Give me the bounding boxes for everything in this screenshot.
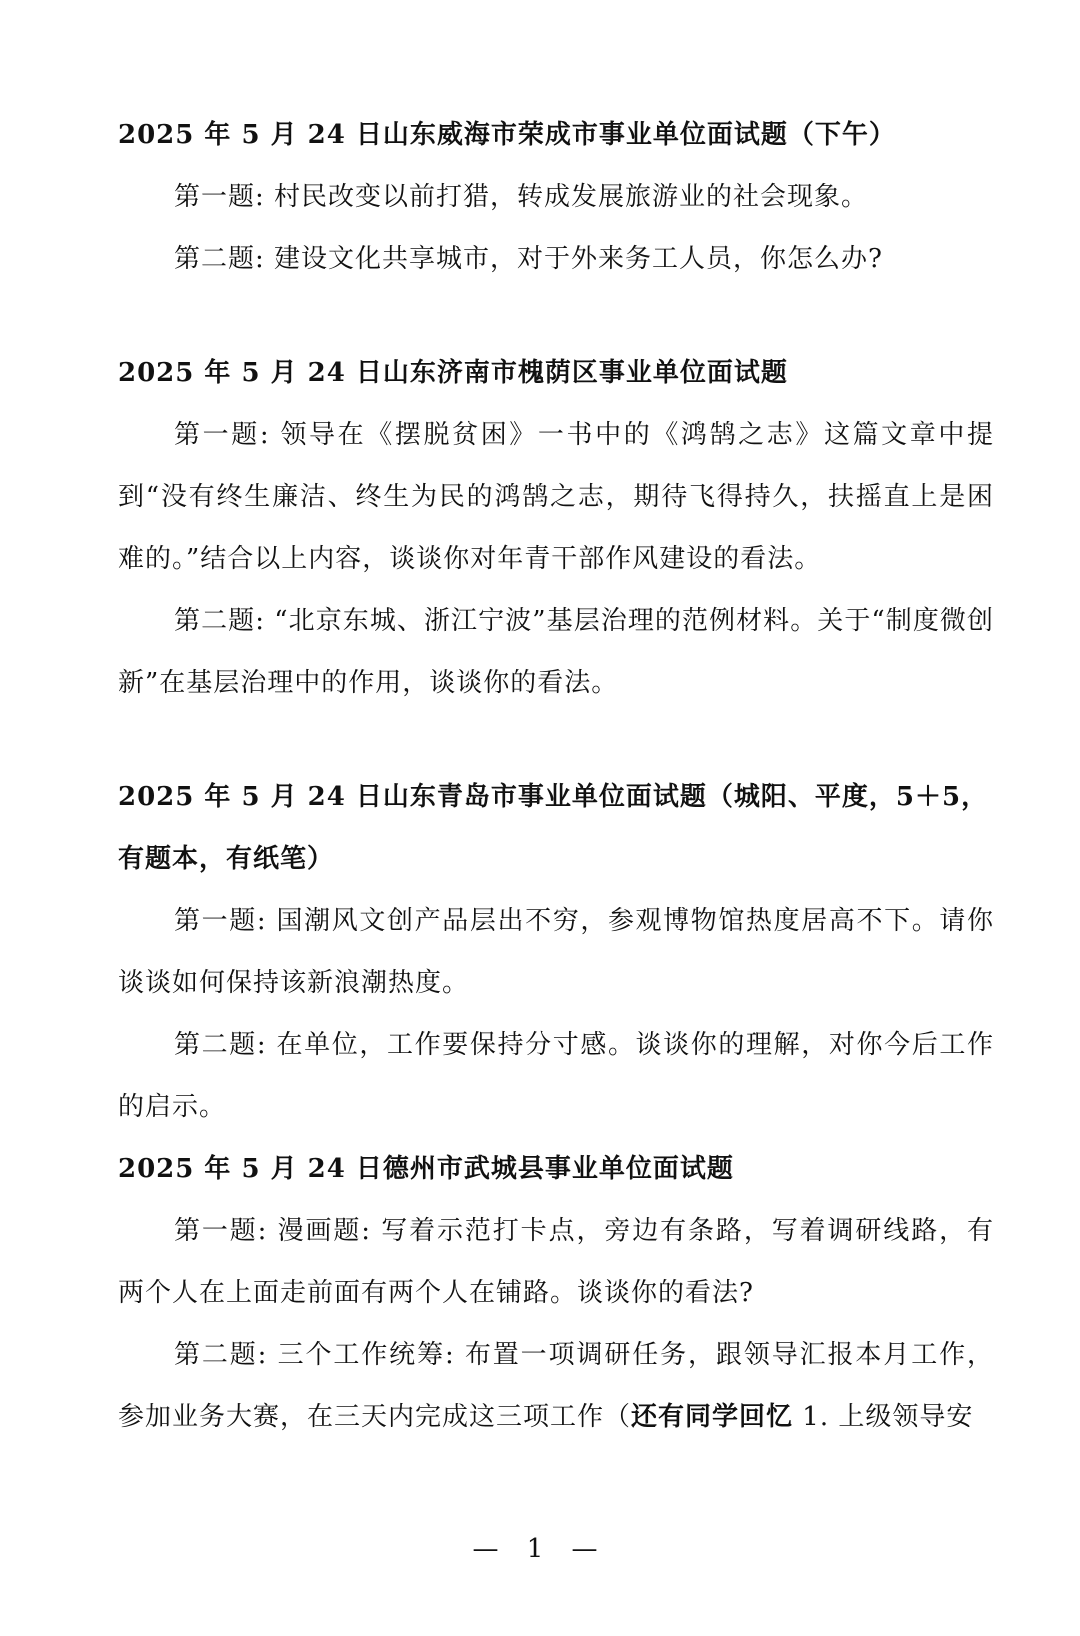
section-4-question-2-text: 第二题: 三个工作统筹: 布置一项调研任务，跟领导汇报本月工作，参加业务大赛，在三天内完成这三项工作（ xyxy=(118,1340,994,1432)
section-4-question-2-continuation: 1. 上级领导安 xyxy=(793,1402,974,1432)
section-spacer xyxy=(118,714,994,766)
section-3-title: 2025 年 5 月 24 日山东青岛市事业单位面试题（城阳、平度，5＋5，有题本，有纸笔） xyxy=(118,782,989,874)
section-1-title: 2025 年 5 月 24 日山东威海市荣成市事业单位面试题（下午） xyxy=(118,120,896,150)
section-4-question-2 xyxy=(118,1324,994,1448)
section-2-question-2: 第二题: “北京东城、浙江宁波”基层治理的范例材料。关于“制度微创新”在基层治理中的作用，谈谈你的看法。 xyxy=(118,606,994,698)
section-2-question-1: 第一题: 领导在《摆脱贫困》一书中的《鸿鹄之志》这篇文章中提到“没有终生廉洁、终生为民的鸿鹄之志，期待飞得持久，扶摇直上是困难的。”结合以上内容，谈谈你对年青干部作风建设的看法。 xyxy=(118,420,994,574)
section-3-question-2: 第二题: 在单位，工作要保持分寸感。谈谈你的理解，对你今后工作的启示。 xyxy=(118,1030,994,1122)
section-1-question-2: 第二题: 建设文化共享城市，对于外来务工人员，你怎么办? xyxy=(174,244,883,274)
document-body xyxy=(118,104,994,1448)
section-4-title: 2025 年 5 月 24 日德州市武城县事业单位面试题 xyxy=(118,1154,734,1184)
section-4-question-1: 第一题: 漫画题: 写着示范打卡点，旁边有条路，写着调研线路，有两个人在上面走前面有两个人在铺路。谈谈你的看法? xyxy=(118,1216,994,1308)
section-3-question-1: 第一题: 国潮风文创产品层出不穷，参观博物馆热度居高不下。请你谈谈如何保持该新浪潮热度。 xyxy=(118,906,994,998)
page-number: — 1 — xyxy=(472,1534,608,1564)
section-spacer xyxy=(118,290,994,342)
section-4-question-2-bold-note: 还有同学回忆 xyxy=(631,1402,794,1432)
section-1-question-1: 第一题: 村民改变以前打猎，转成发展旅游业的社会现象。 xyxy=(174,182,869,212)
section-2-title: 2025 年 5 月 24 日山东济南市槐荫区事业单位面试题 xyxy=(118,358,788,388)
